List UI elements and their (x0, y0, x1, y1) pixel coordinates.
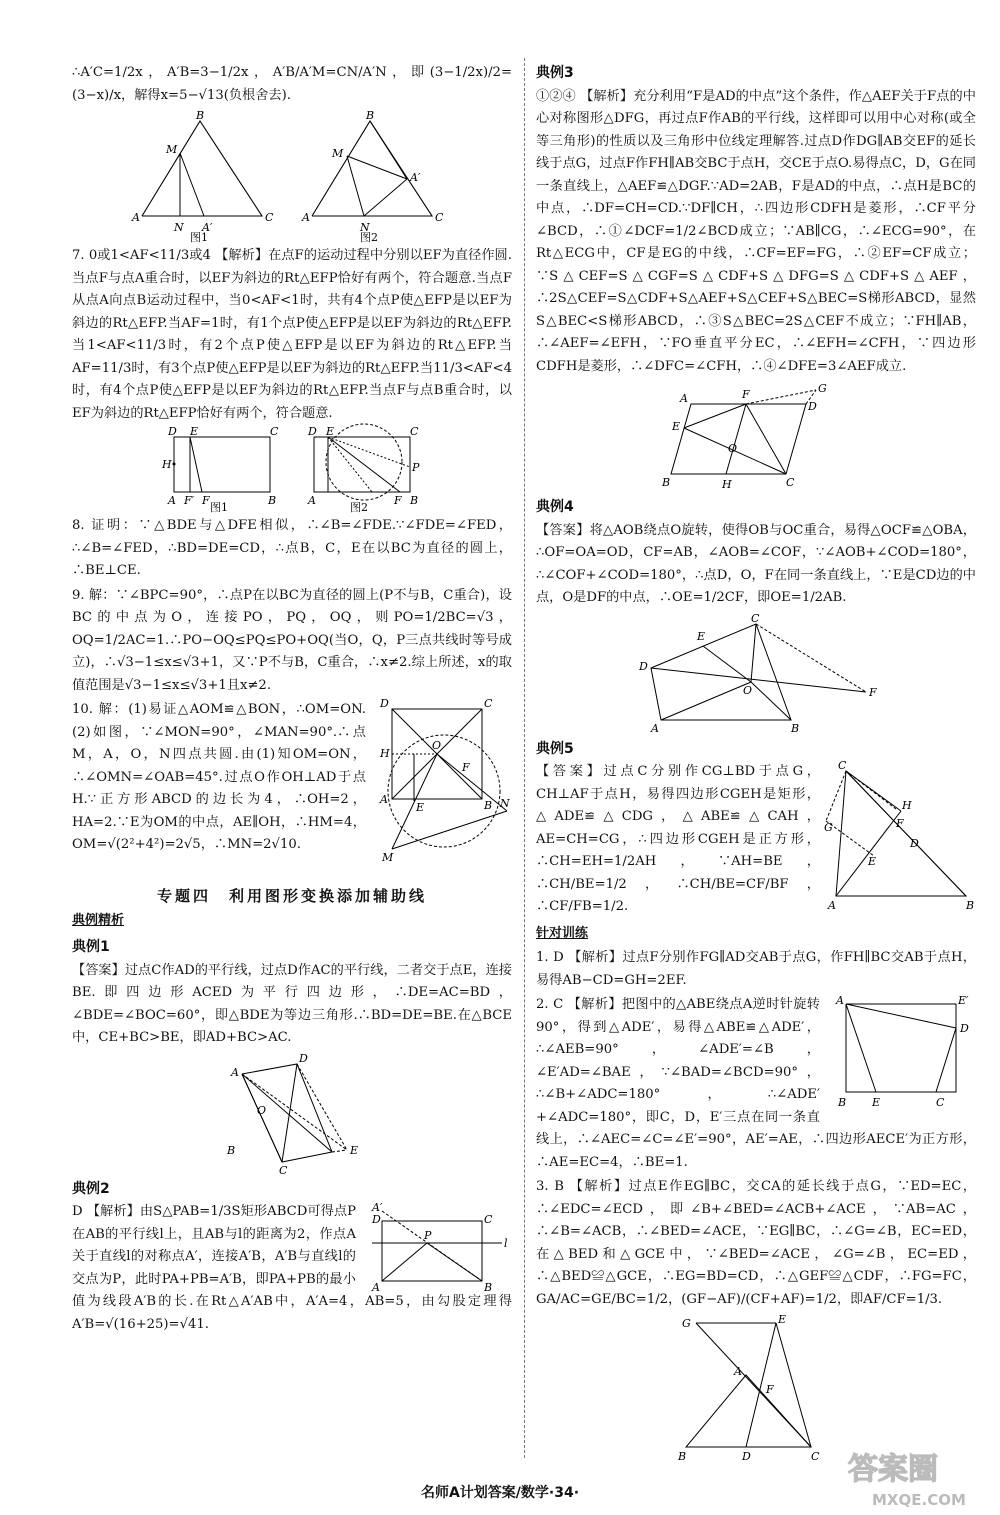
left-column (72, 62, 512, 1338)
label: E (868, 855, 877, 868)
label: A (168, 494, 176, 507)
label: N (360, 221, 370, 234)
q10-solution: 10. 解：(1)易证△AOM≌△BON，∴OM=ON.(2)如图，∵∠MON=90°，∠MAN=90°.∴点M，A，O，N四点共圆.由(1)知OM=ON，∴∠OMN=∠OAB=45°.过点O作OH⊥AD于点H.∵正方形ABCD的边长为4，∴OH=2，HA=2.∵E为OM的中点，AE∥OH，∴HM=4，OM=√(2²+4²)=2√5，∴MN=2√10. (72, 702, 366, 852)
label: C (811, 1450, 820, 1463)
topic-title: 专题四 利用图形变换添加辅助线 (156, 887, 427, 905)
example5-block (536, 761, 976, 921)
q10-block (72, 699, 512, 879)
label: G (682, 1317, 691, 1330)
practice-heading: 针对训练 (536, 925, 589, 941)
q10-figure (372, 699, 512, 879)
label: F′ (184, 494, 195, 507)
label: D (742, 1450, 751, 1463)
label: M (382, 851, 394, 864)
label: B (227, 1143, 236, 1157)
label: A (302, 211, 310, 224)
label: H (902, 799, 912, 812)
label: l (504, 1237, 508, 1250)
page-footer: 名师A计划答案/数学·34· (420, 1485, 580, 1501)
label: E (697, 629, 706, 643)
label: N (174, 221, 184, 234)
label: C (265, 211, 274, 224)
label: A (132, 211, 140, 224)
label: F (394, 494, 402, 507)
label: B (268, 494, 277, 507)
label: C (786, 476, 795, 489)
example4-heading: 典例4 (536, 499, 574, 515)
label: B (410, 494, 419, 507)
label: A′ (372, 1201, 383, 1214)
label: O (257, 1103, 267, 1117)
q8-solution: 8. 证明：∵△BDE与△DFE相似，∴∠B=∠FDE.∵∠FDE=∠FED，∴∠B=∠FED，∴BD=DE=CD，∴点B，C，E在以BC为直径的圆上，∴BE⊥CE. (72, 518, 512, 578)
example1-figure (217, 1051, 367, 1177)
label: B (662, 476, 671, 489)
watermark-url: MXQE.COM (872, 1491, 966, 1509)
label: B (838, 1096, 847, 1109)
fig-caption: 图2 (360, 231, 378, 244)
label: A (734, 1365, 742, 1378)
watermark-logo (844, 1447, 994, 1511)
q7-solution: 7. 0或1<AF<11/3或4 【解析】在点F的运动过程中分别以EF为直径作圆.当点F与点A重合时，以EF为斜边的Rt△EFP恰好有两个，符合题意.当点F从点A向点B运动过程中，当0<AF<1时，共有4个点P使△EFP是以EF为斜边的Rt△EFP.当AF=1时，有1个点P使△EFP是以EF为斜边的Rt△EFP.当1<AF<11/3时，有2个点P使△EFP是以EF为斜边的Rt△EFP.当AF=11/3时，有3个点P使△EFP是以EF为斜边的Rt△EFP.当11/3<AF<4时，有4个点P使△EFP是以EF为斜边的Rt△EFP.当点F与点B重合时，以EF为斜边的Rt△EFP恰好有两个，符合题意. (72, 248, 512, 421)
label: C (484, 697, 493, 710)
example3-answer: ①②④ 【解析】充分利用“F是AD的中点”这个条件，作△AEF关于F点的中心对称图形△DFG，再过点F作AB的平行线，这样即可以用中心对称(或全等三角形)的性质以及三角形中位线定理解答.过点D作DG∥AB交EF的延长线于点G，过点F作FH∥AB交BC于点H，交CE于点O.易得点C，D，G在同一条直线上，△AEF≌△DGF.∵AD=2AB，F是AD的中点，∴点H是BC的中点，∴DF=CH=CD.∵DF∥CH，∴四边形CDFH是菱形，∴CF平分∠BCD，∴①∠DCF=1/2∠BCD成立；∵AB∥CG，∴∠ECG=90°，在Rt△ECG中，CF是EG的中线，∴CF=EF=FG，∴②EF=CF成立；∵S△CEF=S△CGF=S△CDF+S△DFG=S△CDF+S△AEF，∴2S△CEF=S△CDF+S△AEF+S△CEF+S△BEC=S梯形ABCD，显然S△BEC<S梯形ABCD，∴③S△BEC=2S△CEF不成立；∵FH∥AB，∴∠AEF=∠EFH，∵FO垂直平分EC，∴∠EFH=∠CFH，∵四边形CDFH是菱形，∴∠DFC=∠CFH，∴④∠DFE=3∠AEF成立. (536, 88, 976, 374)
example5-figure (826, 761, 976, 911)
label: A (828, 899, 836, 912)
example5-heading: 典例5 (536, 740, 574, 757)
label: A′ (202, 221, 213, 234)
example1-heading: 典例1 (72, 939, 110, 955)
label: D (299, 1051, 308, 1065)
label: A (380, 793, 388, 806)
label: P (424, 1229, 432, 1242)
label: B (791, 721, 800, 735)
right-column (536, 58, 976, 1469)
label: G (824, 821, 833, 834)
label: A (308, 494, 316, 507)
label: D (910, 837, 919, 850)
label: O (728, 442, 738, 455)
label: A (836, 994, 844, 1007)
label: M (166, 143, 178, 156)
label: F (896, 817, 904, 830)
q7-figures (72, 425, 512, 514)
example2-answer: D 【解析】由S△PAB=1/3S矩形ABCD可得点P在AB的平行线l上，且AB与l的距离为2，作点A关于直线l的对称点A′，连接A′B，A′B与直线l的交点为P，此时PA+PB=A′B，即PA+PB的最小值为线段A′B的长.在Rt△A′AB中，A′A=4，AB=5，由勾股定理得A′B=√(16+25)=√41. (72, 1204, 512, 1332)
label: A (680, 392, 688, 405)
label: D (960, 1022, 969, 1035)
practice2-figure (826, 994, 976, 1114)
label: C (270, 425, 279, 438)
label: F (766, 1383, 774, 1396)
example5-answer: 【答案】过点C分别作CG⊥BD于点G，CH⊥AF于点H，易得四边形CGEH是矩形，△ADE≌△CDG，△ABE≌△CAH，AE=CH=CG，∴四边形CGEH是正方形，∴CH=EH=1/2AH，∵AH=BE，∴CH/BE=1/2，∴CH/BE=CF/BF，∴CF/FB=1/2. (536, 764, 820, 914)
practice2-answer: 2. C 【解析】把图中的△ABE绕点A逆时针旋转90°，得到△ADE′，易得△ABE≌△ADE′，∴∠AEB=90°，∠ADE′=∠B，∠E′AD=∠BAE，∵∠BAD=∠BCD=90°，∴∠B+∠ADC=180°，∴∠ADE′+∠ADC=180°，即C，D，E′三点在同一条直线上，∴∠AEC=∠C=∠E′=90°，AE′=AE，∴四边形AECE′为正方形，∴AE=EC=4，∴BE=1. (536, 997, 976, 1170)
label: D (308, 425, 317, 438)
label: B (678, 1450, 687, 1463)
label: D (808, 400, 817, 413)
label: E′ (958, 994, 969, 1007)
practice2-block (536, 994, 976, 1176)
label: P (412, 461, 420, 474)
label: A′ (410, 171, 421, 184)
label: O (743, 683, 753, 697)
example1-answer: 【答案】过点C作AD的平行线，过点D作AC的平行线，二者交于点E，连接BE.即四边形ACED为平行四边形，∴DE=AC=BD，∠BDE=∠BOC=60°，即△BDE为等边三角形.∴BD=DE=BE.在△BCE中，CE+BC>BE，即AD+BC>AC. (72, 962, 512, 1045)
label: F (202, 494, 210, 507)
label: B (484, 1281, 493, 1294)
practice3-answer: 3. B 【解析】过点E作EG∥BC，交CA的延长线于点G，∵ED=EC，∴∠EDC=∠ECD，即∠B+∠BED=∠ACB+∠ACE，∵AB=AC，∴∠B=∠ACB，∴∠BED=∠ACE，∵EG∥BC，∴∠G=∠B，EC=ED，在△BED和△GCE中，∵∠BED=∠ACE，∠G=∠B，EC=ED，∴△BED≌△GCE，∴EG=BD=CD，∴△GEF≌△CDF，∴FG=FC，GA/AC=GE/BC=1/2，(GF−AF)/(CF+AF)=1/2，即AF/CF=1/3. (536, 1179, 976, 1307)
label: N (500, 797, 510, 810)
label: F (462, 761, 470, 774)
label: E (672, 420, 681, 433)
label: E (872, 1096, 881, 1109)
label: E (190, 425, 199, 438)
label: H (380, 747, 390, 760)
label: C (484, 1213, 493, 1226)
label: B (366, 109, 375, 122)
label: A (231, 1065, 239, 1079)
label: B (484, 799, 493, 812)
label: G (818, 382, 827, 395)
intro-figure-1 (132, 109, 282, 244)
label: C (435, 211, 444, 224)
fig-caption: 图1 (190, 231, 208, 244)
label: C (838, 759, 847, 772)
label: C (936, 1096, 945, 1109)
label: C (279, 1163, 288, 1177)
label: O (432, 739, 442, 752)
label: H (722, 478, 732, 491)
label: E (326, 425, 335, 438)
q7-figure-1 (162, 425, 282, 514)
label: C (751, 611, 760, 625)
practice3-figure (666, 1315, 846, 1465)
intro-solution: ∴A′C=1/2x，A′B=3−1/2x，A′B/A′M=CN/A′N，即(3−1/2x)/2=(3−x)/x，解得x=5−√13(负根舍去). (72, 65, 512, 103)
section-heading: 典例精析 (72, 912, 125, 928)
label: E (350, 1143, 359, 1157)
label: F (869, 685, 877, 699)
label: D (639, 659, 648, 673)
label: B (196, 109, 205, 122)
column-divider (524, 58, 525, 1458)
label: C (410, 425, 419, 438)
example4-answer: 【答案】将△AOB绕点O旋转，使得OB与OC重合，易得△OCF≌△OBA，∴OF=OA=OD，CF=AB，∠AOB=∠COF，∵∠AOB+∠COD=180°，∴∠COF+∠COD=180°，∴点D，O，F在同一条直线上，∵E是CD边的中点，O是DF的中点，∴OE=1/2CF，即OE=1/2AB. (536, 522, 976, 605)
label: E (416, 801, 425, 814)
example2-figure (362, 1201, 512, 1294)
label: M (332, 147, 344, 160)
label: H (162, 458, 172, 471)
fig-caption: 图1 (210, 501, 228, 514)
label: E (778, 1313, 787, 1326)
watermark-main: 答案圈 (848, 1452, 938, 1487)
practice1-answer: 1. D 【解析】过点F分别作FG∥AD交AB于点G，作FH∥BC交AB于点H，易得AB−CD=GH=2EF. (536, 950, 976, 988)
q7-figure-2 (302, 425, 422, 514)
label: D (168, 425, 177, 438)
intro-figures (72, 109, 512, 244)
example2-block (72, 1201, 512, 1336)
label: D (372, 1213, 381, 1226)
example2-heading: 典例2 (72, 1180, 110, 1197)
intro-figure-2 (302, 109, 452, 244)
example3-heading: 典例3 (536, 65, 574, 81)
example3-figure (656, 382, 856, 492)
q9-solution: 9. 解：∵∠BPC=90°，∴点P在以BC为直径的圆上(P不与B，C重合)，设BC的中点为O，连接PO，PQ，OQ，则PO=1/2BC=√3，OQ=1/2AC=1.∴PO−OQ≤PQ≤PO+OQ(当O，Q，P三点共线时等号成立)，∴√3−1≤x≤√3+1，又∵P不与B，C重合，∴x≠2.综上所述，x的取值范围是√3−1≤x≤√3+1且x≠2. (72, 587, 512, 693)
fig-caption: 图2 (350, 501, 368, 514)
label: A (651, 721, 659, 735)
label: A (372, 1281, 380, 1294)
label: B (966, 899, 975, 912)
example4-figure (631, 611, 881, 735)
label: F (742, 388, 750, 401)
label: D (380, 697, 389, 710)
